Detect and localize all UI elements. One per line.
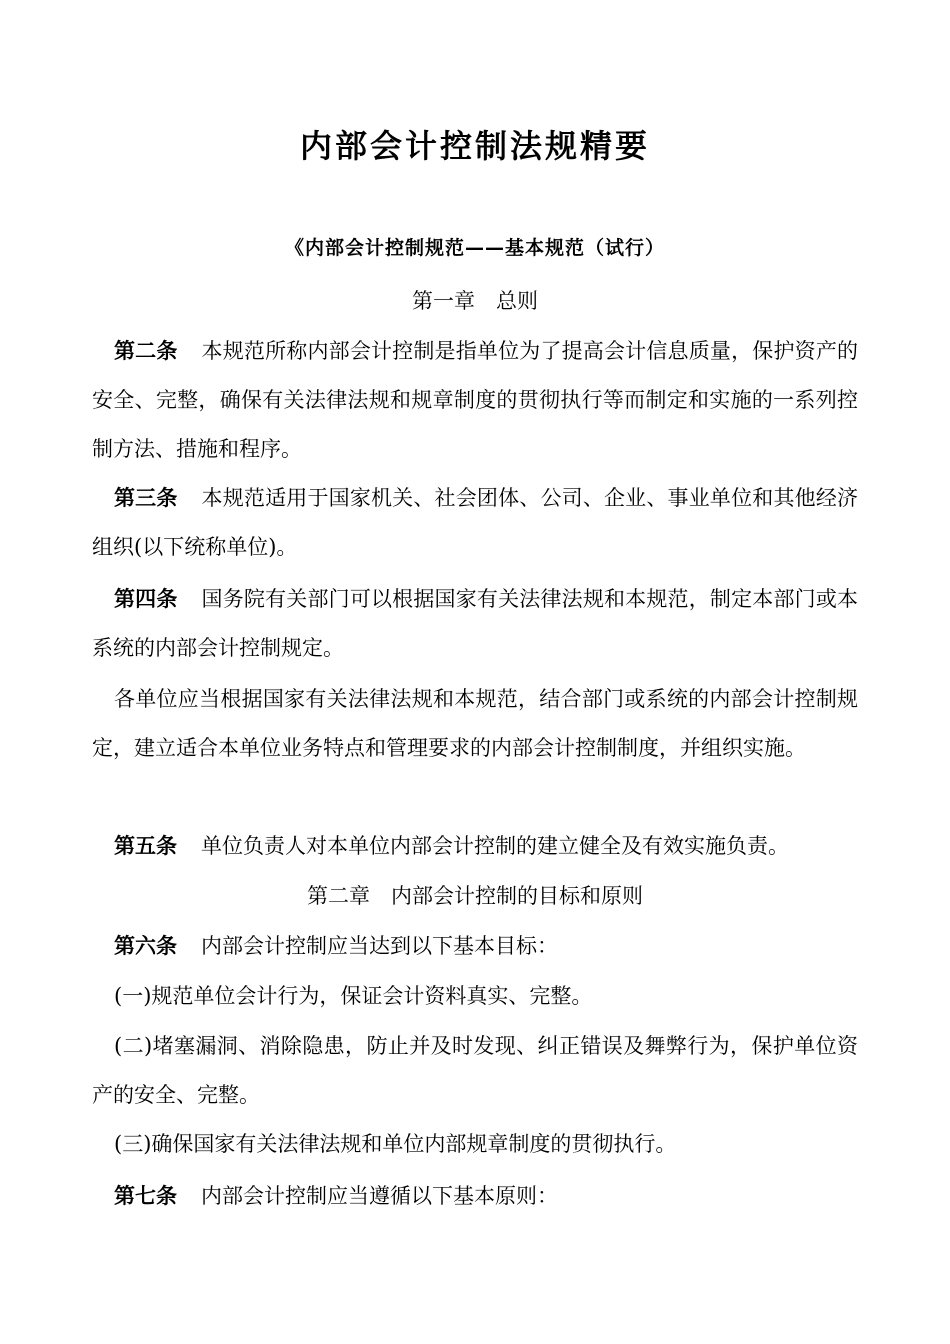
article-label: 第三条 (114, 486, 178, 510)
article-text: 内部会计控制应当遵循以下基本原则： (201, 1184, 558, 1208)
chapter-heading-1: 第一章 总则 (412, 289, 538, 313)
article-label: 第七条 (114, 1184, 177, 1208)
document-title: 内部会计控制法规精要 (299, 127, 650, 165)
article-label: 第二条 (114, 339, 178, 363)
article-3 (92, 474, 858, 572)
article-4 (92, 575, 858, 673)
article-6-item-3: (三)确保国家有关法律法规和单位内部规章制度的贯彻执行。 (114, 1132, 677, 1156)
article-text: 单位负责人对本单位内部会计控制的建立健全及有效实施负责。 (201, 834, 789, 858)
article-text: 本规范适用于国家机关、社会团体、公司、企业、事业单位和其他经济组织(以下统称单位)。 (92, 486, 858, 559)
article-5 (92, 822, 858, 871)
article-4-paragraph-2: 各单位应当根据国家有关法律法规和本规范，结合部门或系统的内部会计控制规定，建立适合本单位业务特点和管理要求的内部会计控制制度，并组织实施。 (92, 687, 858, 760)
chapter-heading-2: 第二章 内部会计控制的目标和原则 (307, 884, 643, 908)
article-6 (92, 922, 858, 971)
article-label: 第四条 (114, 587, 178, 611)
article-text: 内部会计控制应当达到以下基本目标： (201, 934, 558, 958)
article-text: 本规范所称内部会计控制是指单位为了提高会计信息质量，保护资产的安全、完整，确保有关法律法规和规章制度的贯彻执行等而制定和实施的一系列控制方法、措施和程序。 (92, 339, 858, 461)
article-6-item-2: (二)堵塞漏洞、消除隐患，防止并及时发现、纠正错误及舞弊行为，保护单位资产的安全、完整。 (92, 1034, 858, 1107)
article-label: 第六条 (114, 934, 177, 958)
article-text: 国务院有关部门可以根据国家有关法律法规和本规范，制定本部门或本系统的内部会计控制规定。 (92, 587, 858, 660)
article-2 (92, 327, 858, 474)
article-7 (92, 1172, 858, 1221)
document-subtitle: 《内部会计控制规范——基本规范（试行） (284, 237, 665, 259)
article-6-item-1: (一)规范单位会计行为，保证会计资料真实、完整。 (114, 984, 593, 1008)
article-label: 第五条 (114, 834, 177, 858)
